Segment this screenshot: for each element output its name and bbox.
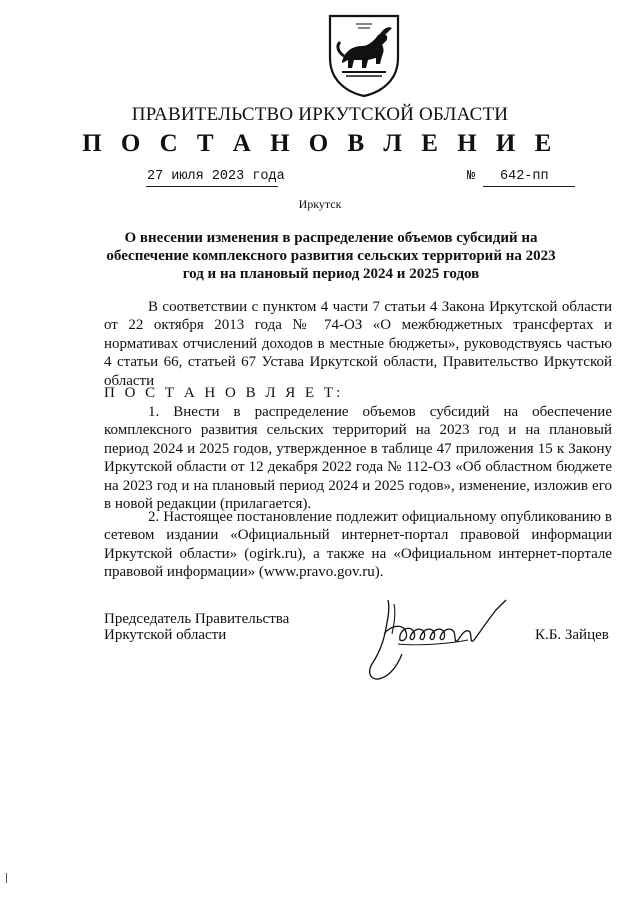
number-underline (483, 186, 575, 187)
signatory-role-line-1: Председатель Правительства (104, 611, 290, 627)
signatory-name: К.Б. Зайцев (535, 627, 609, 643)
document-title: О внесении изменения в распределение объемов субсидий на обеспечение комплексного развития сельских территорий на 2023 год и на плановый период 2024 и 2025 годов (106, 230, 556, 282)
document-type: П О С Т А Н О В Л Е Н И Е (82, 130, 558, 157)
signatory-role-line-2: Иркутской области (104, 627, 227, 643)
city: Иркутск (298, 197, 342, 211)
item-2-paragraph: 2. Настоящее постановление подлежит официальному опубликованию в сетевом издании «Официальный интернет-портал правовой информации Иркутской области» (ogirk.ru), а также на «Официальном интернет-портале правовой информации» (www.pravo.gov.ru). (104, 509, 612, 581)
document-number: 642-пп (500, 169, 549, 184)
date-underline (146, 186, 278, 187)
irkutsk-coat-of-arms-icon (322, 12, 406, 98)
item-1-paragraph: 1. Внести в распределение объемов субсидий на обеспечение комплексного развития сельских территорий на 2023 год и на плановый период 2024 и 2025 годов, утвержденное в таблице 47 приложения 15 к Закону Иркутской области от 12 декабря 2022 года № 112-ОЗ «Об областном бюджете на 2023 год и на плановый период 2024 и 2025 годов», изменение, изложив его в новой редакции (прилагается). (104, 404, 612, 513)
signatory-role (104, 611, 289, 643)
resolves-label: П О С Т А Н О В Л Я Е Т: (104, 385, 344, 401)
document-date: 27 июля 2023 года (147, 169, 285, 184)
scan-edge-mark (6, 873, 7, 883)
org-title: ПРАВИТЕЛЬСТВО ИРКУТСКОЙ ОБЛАСТИ (131, 104, 509, 125)
handwritten-signature (358, 594, 508, 686)
number-sign: № (467, 169, 476, 184)
preamble-paragraph: В соответствии с пунктом 4 части 7 статьи 4 Закона Иркутской области от 22 октября 2013 года № 74-ОЗ «О межбюджетных трансфертах и нормативах отчислений доходов в местные бюджеты», руководствуясь частью 4 статьи 66, статьей 67 Устава Иркутской области, Правительство Иркутской области (104, 299, 612, 389)
